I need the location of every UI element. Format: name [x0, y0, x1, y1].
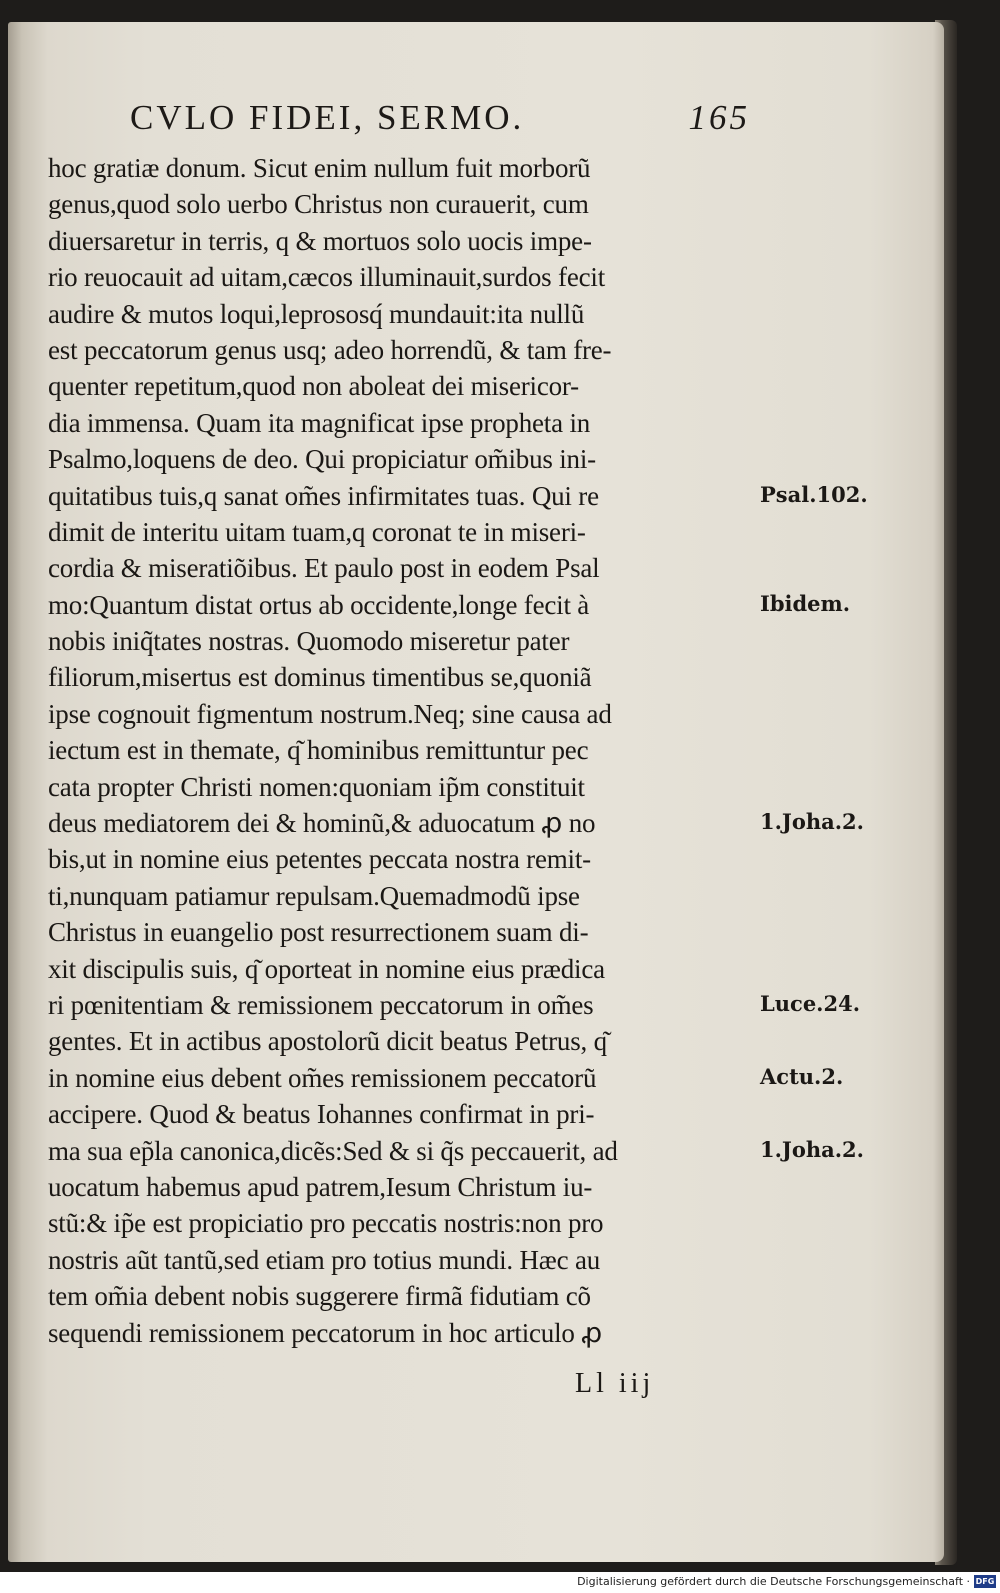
- footer-credit: Digitalisierung gefördert durch die Deutsche Forschungsgemeinschaft ·: [577, 1575, 970, 1588]
- text-line: bis,ut in nomine eius petentes peccata nostra remit-: [48, 844, 591, 875]
- text-line: mo:Quantum distat ortus ab occidente,longe fecit à: [48, 589, 590, 620]
- text-line: quitatibus tuis,q sanat om̃es infirmitates tuas. Qui re: [48, 480, 599, 511]
- dfg-logo: DFG: [975, 1577, 995, 1586]
- text-line: Christus in euangelio post resurrectionem suam di-: [48, 917, 589, 948]
- text-line: stũ:& ip̃e est propiciatio pro peccatis nostris:non pro: [48, 1208, 604, 1239]
- text-line: genus,quod solo uerbo Christus non curauerit, cum: [48, 189, 589, 220]
- text-line: accipere. Quod & beatus Iohannes confirmat in pri-: [48, 1099, 595, 1130]
- text-line: uocatum habemus apud patrem,Iesum Christum iu-: [48, 1171, 593, 1202]
- text-line: filiorum,misertus est dominus timentibus se,quoniã: [48, 662, 592, 693]
- text-line: ma sua ep̃la canonica,dicẽs:Sed & si q̃s peccauerit, ad: [48, 1135, 618, 1166]
- text-line: dia immensa. Quam ita magnificat ipse propheta in: [48, 407, 591, 438]
- text-line: gentes. Et in actibus apostolorũ dicit beatus Petrus, q͂: [48, 1026, 607, 1057]
- text-line: hoc gratiæ donum. Sicut enim nullum fuit morborũ: [48, 153, 591, 183]
- footer-bar: [0, 1572, 1000, 1593]
- text-line: ri pœnitentiam & remissionem peccatorum in om̃es: [48, 989, 594, 1020]
- text-line: xit discipulis suis, q͂ oporteat in nomine eius prædica: [48, 953, 605, 984]
- text-line: Psalmo,loquens de deo. Qui propiciatur om̃ibus ini-: [48, 444, 596, 475]
- folio-number: 165: [688, 98, 750, 137]
- margin-note: Ibidem.: [760, 590, 851, 616]
- text-line: nostris aũt tantũ,sed etiam pro totius mundi. Hæc au: [48, 1244, 601, 1275]
- running-head: [130, 98, 750, 144]
- margin-note: Psal.102.: [760, 481, 868, 507]
- text-line: est peccatorum genus usq; adeo horrendũ, & tam fre-: [48, 334, 612, 365]
- text-line: iectum est in themate, q͂ hominibus remittuntur pec: [48, 735, 589, 766]
- margin-note: Actu.2.: [760, 1064, 844, 1089]
- margin-note: Luce.24.: [760, 991, 861, 1017]
- text-line: nobis iniq̃tates nostras. Quomodo miseretur pater: [48, 626, 570, 657]
- margin-note: 1.Joha.2.: [760, 1136, 864, 1162]
- text-line: diuersaretur in terris, q & mortuos solo uocis impe-: [48, 225, 592, 256]
- text-line: in nomine eius debent om̃es remissionem peccatorũ: [48, 1062, 597, 1093]
- text-line: quenter repetitum,quod non aboleat dei misericor-: [48, 371, 579, 402]
- text-line: cata propter Christi nomen:quoniam ip̃m constituit: [48, 771, 585, 802]
- margin-note: 1.Joha.2.: [760, 809, 864, 835]
- text-line: tem om̃ia debent nobis suggerere firmã fidutiam cõ: [48, 1281, 591, 1312]
- text-line: audire & mutos loqui,leprososq́ mundauit:ita nullũ: [48, 298, 585, 329]
- text-line: cordia & miseratiõibus. Et paulo post in eodem Psal: [48, 553, 600, 584]
- text-line: rio reuocauit ad uitam,cæcos illuminauit,surdos fecit: [48, 262, 606, 293]
- text-line: ipse cognouit figmentum nostrum.Neq; sine causa ad: [48, 698, 612, 729]
- text-line: dimit de interitu uitam tuam,q coronat te in miseri-: [48, 516, 586, 547]
- running-title: CVLO FIDEI, SERMO.: [130, 98, 525, 137]
- text-line: deus mediatorem dei & hominũ,& aduocatum ꝓ no: [48, 808, 596, 839]
- text-line: sequendi remissionem peccatorum in hoc articulo ꝓ: [48, 1317, 602, 1348]
- body-text: [48, 150, 758, 1351]
- text-line: ti,nunquam patiamur repulsam.Quemadmodũ ipse: [48, 880, 580, 911]
- signature-mark: Ll iij: [575, 1368, 655, 1399]
